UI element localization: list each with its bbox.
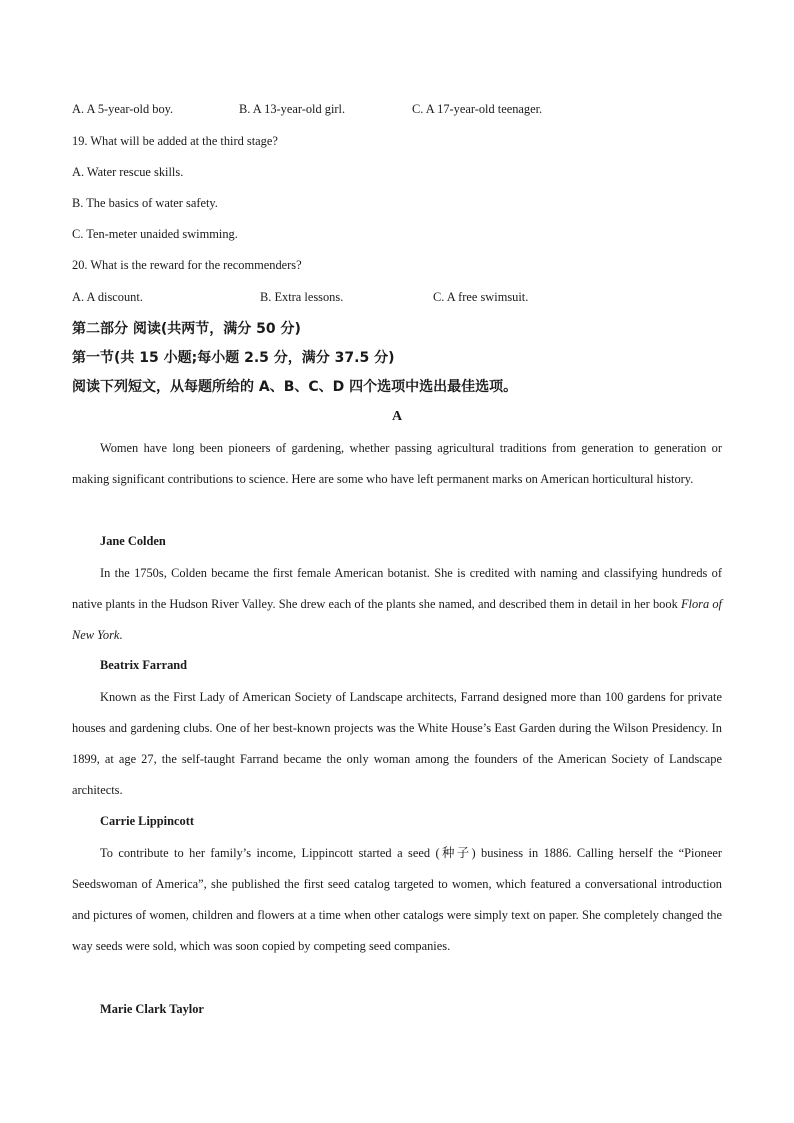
section-instruction: 阅读下列短文，从每题所给的 A、B、C、D 四个选项中选出最佳选项。: [72, 379, 518, 395]
person-name-lippincott: Carrie Lippincott: [100, 814, 194, 828]
q18-option-b: B. A 13-year-old girl.: [239, 102, 346, 116]
section-part-heading: 第二部分 阅读(共两节，满分 50 分): [72, 321, 301, 337]
q18-option-c: C. A 17-year-old teenager.: [412, 102, 543, 116]
q18-option-a: A. A 5-year-old boy.: [72, 102, 174, 116]
passage-intro: Women have long been pioneers of gardening, whether passing agricultural traditions from generation to generation or making significant contributions to science. Here are some who have left permanent marks on American horticultural history.: [72, 441, 722, 486]
q20-option-a: A. A discount.: [72, 290, 143, 304]
q19-option-b: B. The basics of water safety.: [72, 196, 218, 210]
q19-question: 19. What will be added at the third stage?: [72, 134, 278, 148]
q18-options: [72, 102, 722, 120]
person-text-farrand: Known as the First Lady of American Society of Landscape architects, Farrand designed more than 100 gardens for private houses and gardening clubs. One of her best-known projects was the White House’s East Garden during the Wilson Presidency. In 1899, at age 27, the self-taught Farrand became the only woman among the founders of the American Society of Landscape architects.: [72, 690, 722, 797]
person-text-lippincott: To contribute to her family’s income, Lippincott started a seed (种子) business in 1886. Calling herself the “Pioneer Seedswoman of America”, she published the first seed catalog targeted to women, which featured a conversational introduction and pictures of women, children and flowers at a time when other catalogs were simply text on paper. She completely changed the way seeds were sold, which was soon copied by competing seed companies.: [72, 846, 722, 953]
q19-option-a: A. Water rescue skills.: [72, 165, 184, 179]
section-sub-heading: 第一节(共 15 小题;每小题 2.5 分，满分 37.5 分): [72, 350, 395, 366]
colden-text: In the 1750s, Colden became the first female American botanist. She is credited with naming and classifying hundreds of native plants in the Hudson River Valley. She drew each of the plants she named, and described them in detail in her book: [72, 566, 722, 611]
person-text-colden: [72, 558, 722, 651]
q19-option-c: C. Ten-meter unaided swimming.: [72, 227, 238, 241]
colden-book-title: Flora of New York: [72, 597, 722, 642]
person-name-colden: Jane Colden: [100, 534, 166, 548]
q20-option-b: B. Extra lessons.: [260, 290, 344, 304]
colden-tail: .: [119, 628, 123, 642]
person-name-taylor: Marie Clark Taylor: [100, 1002, 204, 1016]
q20-options: [72, 290, 722, 308]
q20-question: 20. What is the reward for the recommenders?: [72, 258, 302, 272]
q20-option-c: C. A free swimsuit.: [433, 290, 529, 304]
person-name-farrand: Beatrix Farrand: [100, 658, 188, 672]
passage-label: A: [391, 409, 403, 424]
